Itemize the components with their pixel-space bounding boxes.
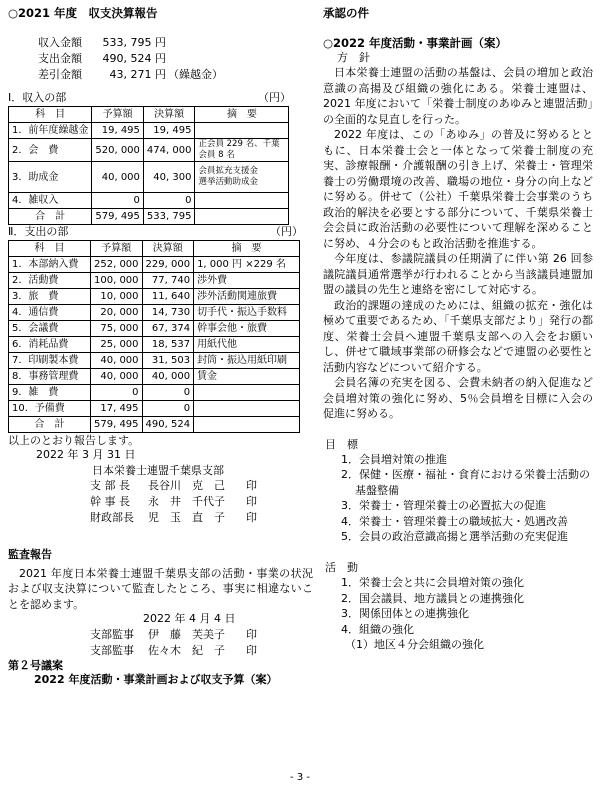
audit-title: 監査報告 (8, 548, 52, 562)
total-cell: 合 計 (9, 209, 92, 225)
table-cell: 切手代・振込手数料 (194, 304, 300, 320)
table-cell: 9．雑 費 (9, 384, 91, 400)
policy-paragraph: 日本栄養士連盟の活動の基盤は、会員の増加と政治意識の高揚及び組織の強化にある。栄養士連盟は、2021 年度において「栄養士制度のあゆみと連盟活動」の全面的な見直しを行った。 (323, 66, 593, 126)
table-cell: 77, 740 (142, 272, 194, 288)
table-cell: 100, 000 (91, 272, 143, 288)
total-cell: 合 計 (9, 416, 91, 432)
audit-date: 2022 年 4 月 4 日 (143, 612, 236, 626)
table-cell: 40, 000 (92, 162, 144, 193)
summary-note (168, 51, 248, 67)
table-cell: 渉外費 (194, 272, 300, 288)
table-cell: 25, 000 (91, 336, 143, 352)
activity-item: （1）地区４分会組織の強化 (345, 638, 484, 652)
audit-text: 2021 年度日本栄養士連盟千葉県支部の活動・事業の状況および収支決算について監査したところ、事実に相違ないことを認めます。 (8, 566, 313, 611)
total-row (9, 416, 300, 432)
table-row (9, 256, 300, 272)
report-line: 以上のとおり報告します。 (8, 433, 140, 447)
seal-mark: 印 (246, 627, 257, 641)
income-unit: （円） (258, 90, 291, 104)
table-row (9, 336, 300, 352)
table-cell: 75, 000 (91, 320, 143, 336)
signer-name: 長谷川 克 己 (148, 479, 225, 493)
left-column (8, 6, 313, 687)
table-cell: 0 (142, 400, 194, 416)
table-cell: 1．前年度繰越金 (9, 123, 92, 139)
table-row (9, 368, 300, 384)
signer-role: 支 部 長 (90, 479, 130, 493)
seal-mark: 印 (246, 643, 257, 657)
table-row (9, 193, 289, 209)
table-cell: 229, 000 (142, 256, 194, 272)
summary-note (168, 35, 248, 51)
summary-value: 533, 795 円 (102, 35, 166, 49)
summary-note: （繰越金） (168, 67, 223, 81)
summary-row (38, 67, 313, 83)
goal-item: 3．栄養士・管理栄養士の必置拡大の促進 (341, 499, 546, 513)
table-cell: 賃金 (194, 368, 300, 384)
seal-mark: 印 (246, 495, 257, 509)
total-cell: 579, 495 (91, 416, 143, 432)
summary-row (38, 35, 313, 51)
table-cell: 封筒・振込用紙印刷 (194, 352, 300, 368)
total-cell: 579, 495 (92, 209, 144, 225)
table-cell: 31, 503 (142, 352, 194, 368)
table-cell: 10, 000 (91, 288, 143, 304)
table-cell: 252, 000 (91, 256, 143, 272)
table-cell: 5．会議費 (9, 320, 91, 336)
table-row (9, 304, 300, 320)
goals-label: 目 標 (325, 437, 358, 451)
table-cell: 19, 495 (143, 123, 195, 139)
table-cell: 11, 640 (142, 288, 194, 304)
activity-item: 1．栄養士会と共に会員増対策の強化 (341, 576, 524, 590)
expense-title: Ⅱ．支出の部 (8, 225, 69, 239)
plan-title: ○2022 年度活動・事業計画（案） (323, 35, 508, 50)
summary-label: 収入金額 (38, 35, 82, 49)
table-cell: 40, 300 (143, 162, 195, 193)
table-row (9, 400, 300, 416)
column-header: 決算額 (142, 240, 194, 256)
signer-name: 佐々木 紀 子 (148, 643, 225, 657)
signer-name: 児 玉 直 子 (148, 511, 225, 525)
total-cell (195, 209, 289, 225)
table-cell: 2．活動費 (9, 272, 91, 288)
organization: 日本栄養士連盟千葉県支部 (92, 464, 224, 478)
table-cell: 4．雑収入 (9, 193, 92, 209)
table-cell: 3．旅 費 (9, 288, 91, 304)
column-header: 摘 要 (194, 240, 300, 256)
table-cell: 6．消耗品費 (9, 336, 91, 352)
table-cell: 10．予備費 (9, 400, 91, 416)
right-column (323, 6, 593, 653)
income-title-row (8, 91, 313, 105)
approval-heading: 承認の件 (323, 6, 369, 20)
table-cell: 1．本部納入費 (9, 256, 91, 272)
table-cell: 67, 374 (142, 320, 194, 336)
signer-role: 幹 事 長 (90, 495, 130, 509)
signer-row (90, 627, 313, 643)
table-row (9, 139, 289, 162)
column-header: 予算額 (91, 240, 143, 256)
signer-row (90, 478, 313, 494)
table-cell: 19, 495 (92, 123, 144, 139)
table-row (9, 384, 300, 400)
table-cell (194, 384, 300, 400)
goal-item: 2．保健・医療・福祉・食育における栄養士活動の基盤整備 (341, 468, 590, 497)
table-row (9, 272, 300, 288)
table-cell: 2．会 費 (9, 139, 92, 162)
table-row (9, 320, 300, 336)
table-cell: 4．通信費 (9, 304, 91, 320)
table-cell (195, 193, 289, 209)
signer-row (90, 494, 313, 510)
table-row (9, 162, 289, 193)
table-cell: 7．印刷製本費 (9, 352, 91, 368)
table-cell: 渉外活動関連旅費 (194, 288, 300, 304)
summary-block (8, 35, 313, 83)
signer-row (90, 643, 313, 659)
table-cell: 40, 000 (91, 352, 143, 368)
table-cell: 40, 000 (91, 368, 143, 384)
agenda-title: 第２号議案 (8, 658, 63, 672)
table-cell: 正会員 229 名、千葉会員 8 名 (195, 139, 289, 162)
policy-paragraph: 政治的課題の達成のためには、組織の拡充・強化は極めて重要であるため、「千葉県支部だより」発行の都度、栄養士会員へ連盟千葉県支部への入会をお願いし、併せて職域事業部の研修会などで連盟の必要性と活動内容などについて紹介する。 (323, 298, 593, 374)
seal-mark: 印 (246, 479, 257, 493)
summary-label: 支出金額 (38, 51, 82, 65)
signer-role: 支部監事 (90, 627, 134, 641)
page-number: - 3 - (290, 772, 310, 783)
table-cell: 幹事会他・旅費 (194, 320, 300, 336)
signer-row (90, 510, 313, 526)
signer-name: 永 井 千代子 (148, 495, 225, 509)
policy-paragraphs (323, 65, 593, 422)
table-cell: 0 (92, 193, 144, 209)
activities-label: 活 動 (325, 560, 358, 574)
agenda-subtitle: 2022 年度活動・事業計画および収支予算（案） (34, 672, 278, 686)
table-cell: 8．事務管理費 (9, 368, 91, 384)
policy-paragraph: 2022 年度は、この「あゆみ」の普及に努めるとともに、日本栄養士会と一体となって栄養士制度の充実、診療報酬・介護報酬の引き上げ、栄養士・管理栄養士の労働環境の改善、職場の地位・身分の向上などに努める。併せて（公社）千葉県栄養士会事業のうち政治的解決を必要とする部分について、千葉県栄養士会会員に政治活動の必要性について理解を深めることに努め、４分会のもと政治活動を推進する。 (323, 128, 593, 250)
table-cell: 40, 000 (142, 368, 194, 384)
table-cell: 用紙代他 (194, 336, 300, 352)
table-cell (194, 400, 300, 416)
total-row (9, 209, 289, 225)
summary-row (38, 51, 313, 67)
income-title: Ⅰ．収入の部 (8, 90, 67, 104)
policy-paragraph: 今年度は、参議院議員の任期満了に伴い第 26 回参議院議員通常選挙が行われることから当該議員連盟加盟の議員の先生と連絡を密にして対応する。 (323, 252, 593, 297)
activity-item: 2．国会議員、地方議員との連携強化 (341, 591, 524, 605)
column-header: 摘 要 (195, 107, 289, 123)
signer-role: 財政部長 (90, 511, 134, 525)
table-cell: 17, 495 (91, 400, 143, 416)
total-cell: 490, 524 (142, 416, 194, 432)
table-cell: 3．助成金 (9, 162, 92, 193)
expense-title-row (8, 225, 313, 239)
table-cell (195, 123, 289, 139)
column-header: 科 目 (9, 107, 92, 123)
summary-value: 490, 524 円 (102, 51, 166, 65)
summary-label: 差引金額 (38, 67, 82, 81)
table-row (9, 123, 289, 139)
signer-name: 伊 藤 芙美子 (148, 627, 225, 641)
auditors-block (8, 627, 313, 659)
column-header: 予算額 (92, 107, 144, 123)
activities-list (341, 575, 593, 653)
total-cell: 533, 795 (143, 209, 195, 225)
report-heading: ○2021 年度 収支決算報告 (8, 6, 158, 20)
table-cell: 会員拡充支援金 選挙活動助成金 (195, 162, 289, 193)
column-header: 決算額 (143, 107, 195, 123)
table-cell: 14, 730 (142, 304, 194, 320)
total-cell (194, 416, 300, 432)
table-cell: 0 (142, 384, 194, 400)
table-cell: 0 (143, 193, 195, 209)
summary-value: 43, 271 円 (109, 67, 166, 81)
seal-mark: 印 (246, 511, 257, 525)
goal-item: 5．会員の政治意識高揚と選挙活動の充実促進 (341, 530, 568, 544)
activity-item: 3．関係団体との連携強化 (341, 607, 469, 621)
table-cell: 18, 537 (142, 336, 194, 352)
table-cell: 1, 000 円 ×229 名 (194, 256, 300, 272)
expense-table (8, 240, 300, 433)
table-cell: 20, 000 (91, 304, 143, 320)
table-cell: 474, 000 (143, 139, 195, 162)
table-cell: 0 (91, 384, 143, 400)
signer-role: 支部監事 (90, 643, 134, 657)
table-row (9, 288, 300, 304)
goal-item: 1．会員増対策の推進 (341, 452, 447, 466)
table-cell: 520, 000 (92, 139, 144, 162)
income-table (8, 106, 289, 225)
activity-item: 4．組織の強化 (341, 622, 414, 636)
report-date: 2022 年 3 月 31 日 (36, 447, 136, 461)
goal-item: 4．栄養士・管理栄養士の職域拡大・処遇改善 (341, 514, 568, 528)
table-row (9, 352, 300, 368)
column-header: 科 目 (9, 240, 91, 256)
policy-label: 方 針 (337, 50, 370, 64)
goals-list (341, 452, 593, 545)
expense-unit: （円） (270, 225, 303, 239)
signers-block (8, 478, 313, 526)
policy-paragraph: 会員名簿の充実を図る、会費未納者の納入促進など会員増対策の強化に努め、5％会員増を目標に入会の促進に努める。 (323, 376, 593, 421)
